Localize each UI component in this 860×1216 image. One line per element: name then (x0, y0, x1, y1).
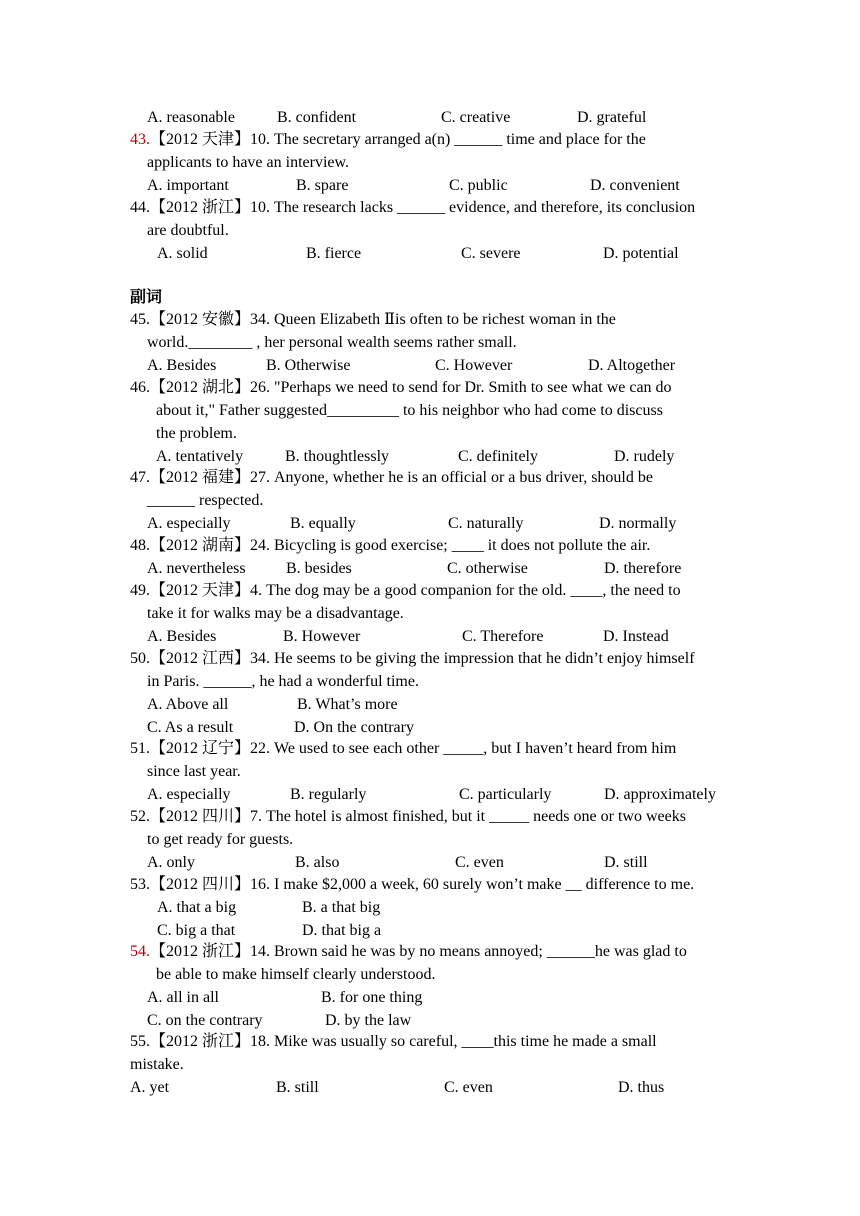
question-51-line-1: 51.【2012 辽宁】22. We used to see each other _____, but I haven’t heard from him (130, 740, 677, 757)
question-50-line-2: in Paris. ______, he had a wonderful time. (147, 673, 419, 690)
question-52-line-1: 52.【2012 四川】7. The hotel is almost finished, but it _____ needs one or two weeks (130, 808, 686, 825)
option-a: A. all in all (147, 989, 219, 1006)
option-c: C. However (435, 357, 513, 374)
question-53-line-1: 53.【2012 四川】16. I make $2,000 a week, 60 surely won’t make __ difference to me. (130, 876, 695, 893)
question-46-line-3: the problem. (156, 425, 237, 442)
question-54-line-2: be able to make himself clearly understood. (156, 966, 436, 983)
option-a: A. solid (157, 245, 208, 262)
question-55-line-2: mistake. (130, 1056, 184, 1073)
option-a: A. especially (147, 786, 231, 803)
question-43-text: 【2012 天津】10. The secretary arranged a(n) ______ time and place for the (150, 131, 646, 148)
question-45-line-2: world.________ , her personal wealth seems rather small. (147, 334, 517, 351)
option-d: D. normally (599, 515, 677, 532)
option-d: D. convenient (590, 177, 680, 194)
option-d: D. by the law (325, 1012, 412, 1029)
question-46-line-2: about it," Father suggested_________ to his neighbor who had come to discuss (156, 402, 663, 419)
option-c: C. otherwise (447, 560, 528, 577)
option-c: C. As a result (147, 719, 234, 736)
option-d: D. thus (618, 1079, 665, 1096)
question-46-line-1: 46.【2012 湖北】26. "Perhaps we need to send for Dr. Smith to see what we can do (130, 379, 672, 396)
option-c: C. creative (441, 109, 511, 126)
option-a: A. important (147, 177, 229, 194)
option-b: B. However (283, 628, 361, 645)
question-50-line-1: 50.【2012 江西】34. He seems to be giving the impression that he didn’t enjoy himself (130, 650, 695, 667)
option-c: C. even (444, 1079, 493, 1096)
question-43-number: 43. (130, 131, 150, 148)
question-54-text: 【2012 浙江】14. Brown said he was by no means annoyed; ______he was glad to (150, 943, 687, 960)
option-c: C. definitely (458, 448, 538, 465)
option-c: C. severe (461, 245, 521, 262)
question-55-line-1: 55.【2012 浙江】18. Mike was usually so careful, ____this time he made a small (130, 1033, 657, 1050)
option-a: A. tentatively (156, 448, 244, 465)
option-c: C. big a that (157, 922, 236, 939)
option-b: B. Otherwise (266, 357, 351, 374)
option-b: B. besides (286, 560, 352, 577)
question-43-line-1 (130, 128, 646, 151)
question-43-line-2: applicants to have an interview. (147, 154, 349, 171)
question-48-line-1: 48.【2012 湖南】24. Bicycling is good exercise; ____ it does not pollute the air. (130, 537, 651, 554)
option-d: D. Altogether (588, 357, 676, 374)
option-c: C. naturally (448, 515, 524, 532)
option-d: D. that big a (302, 922, 382, 939)
option-c: C. particularly (459, 786, 552, 803)
option-c: C. even (455, 854, 504, 871)
question-52-line-2: to get ready for guests. (147, 831, 294, 848)
question-49-line-1: 49.【2012 天津】4. The dog may be a good companion for the old. ____, the need to (130, 582, 681, 599)
question-44-line-1: 44.【2012 浙江】10. The research lacks ______ evidence, and therefore, its conclusion (130, 199, 696, 216)
section-heading: 副词 (130, 289, 163, 306)
option-b: B. equally (290, 515, 356, 532)
option-d: D. grateful (577, 109, 647, 126)
option-b: B. spare (296, 177, 349, 194)
option-a: A. especially (147, 515, 231, 532)
option-d: D. potential (603, 245, 679, 262)
option-b: B. fierce (306, 245, 362, 262)
question-47-line-1: 47.【2012 福建】27. Anyone, whether he is an official or a bus driver, should be (130, 469, 653, 486)
option-d: D. still (604, 854, 648, 871)
option-b: B. a that big (302, 899, 381, 916)
option-a: A. reasonable (147, 109, 235, 126)
option-b: B. confident (277, 109, 357, 126)
option-b: B. What’s more (297, 696, 398, 713)
option-c: C. public (449, 177, 508, 194)
option-b: B. also (295, 854, 340, 871)
option-a: A. that a big (157, 899, 237, 916)
option-c: C. on the contrary (147, 1012, 263, 1029)
question-47-line-2: ______ respected. (147, 492, 264, 509)
question-49-line-2: take it for walks may be a disadvantage. (147, 605, 404, 622)
option-a: A. Above all (147, 696, 229, 713)
option-b: B. regularly (290, 786, 367, 803)
question-44-line-2: are doubtful. (147, 222, 229, 239)
option-a: A. Besides (147, 357, 217, 374)
option-b: B. still (276, 1079, 319, 1096)
option-d: D. On the contrary (294, 719, 414, 736)
question-45-line-1: 45.【2012 安徽】34. Queen Elizabeth Ⅱis often to be richest woman in the (130, 311, 616, 328)
option-d: D. therefore (604, 560, 682, 577)
option-a: A. Besides (147, 628, 217, 645)
option-c: C. Therefore (462, 628, 544, 645)
question-51-line-2: since last year. (147, 763, 241, 780)
option-a: A. only (147, 854, 195, 871)
option-d: D. Instead (603, 628, 669, 645)
option-d: D. approximately (604, 786, 716, 803)
option-a: A. yet (130, 1079, 170, 1096)
option-d: D. rudely (614, 448, 675, 465)
question-54-number: 54. (130, 943, 150, 960)
option-a: A. nevertheless (147, 560, 246, 577)
option-b: B. for one thing (321, 989, 423, 1006)
question-54-line-1 (130, 940, 687, 963)
option-b: B. thoughtlessly (285, 448, 390, 465)
